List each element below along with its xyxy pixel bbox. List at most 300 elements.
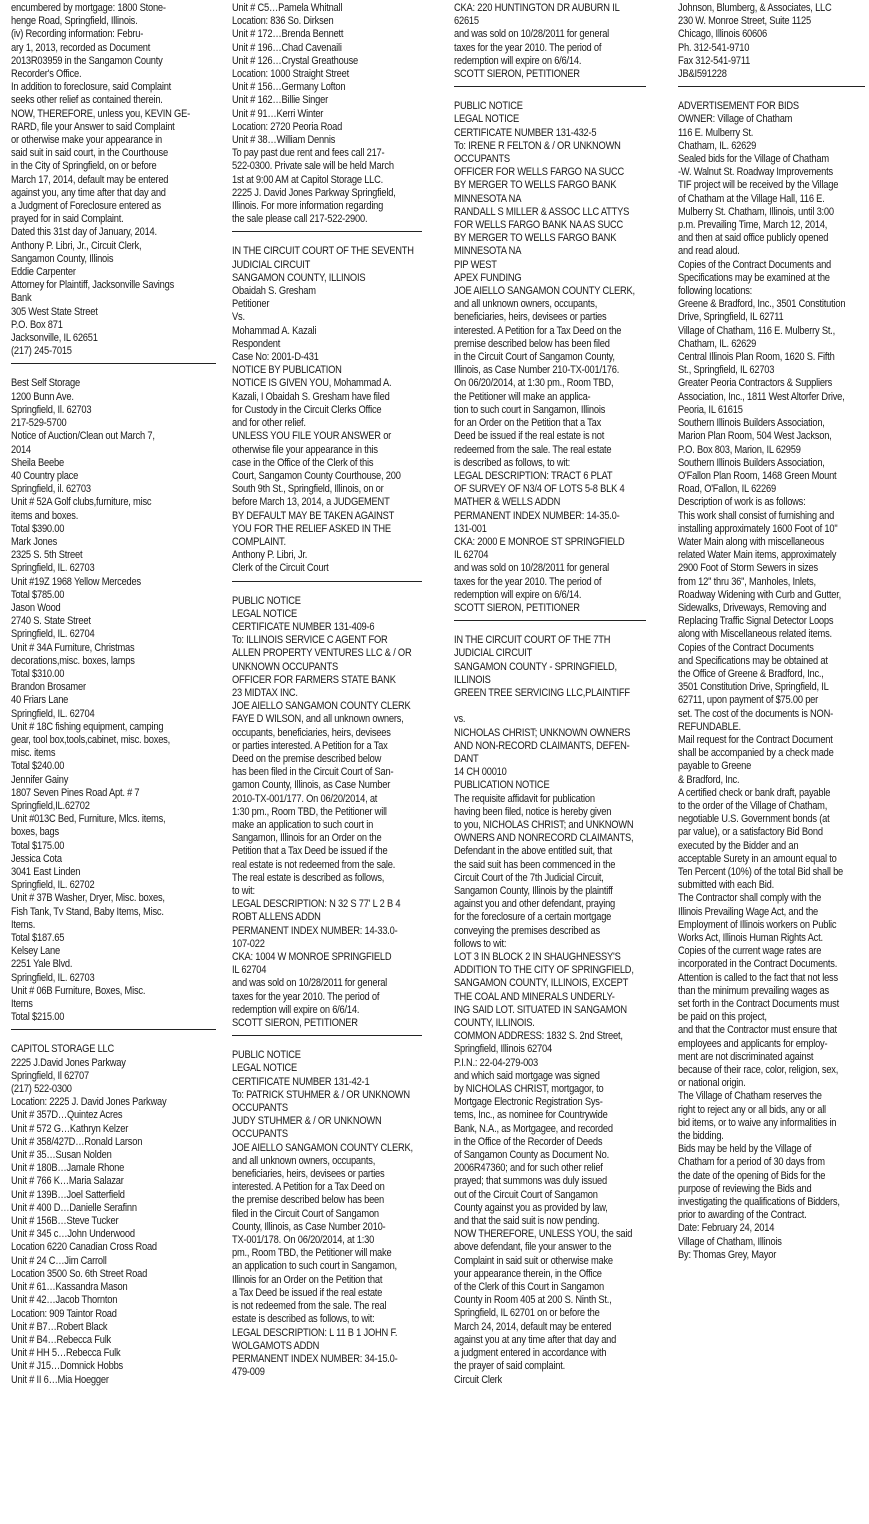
notice-line: Chicago, Illinois 60606: [678, 28, 767, 41]
notice-line: 2325 S. 5th Street: [11, 549, 83, 562]
notice-line: Unit # B7…Robert Black: [11, 1320, 108, 1333]
notice-line: said suit in said court, in the Courthouse: [11, 147, 168, 160]
notice-line: Unit # 18C fishing equipment, camping: [11, 720, 164, 733]
notice-line: Fish Tank, Tv Stand, Baby Items, Misc.: [11, 905, 164, 918]
notice-line: TIF project will be received by the Village: [678, 179, 839, 192]
notice-line: To pay past due rent and fees call 217-: [232, 147, 385, 160]
notice-line: Chatham for a period of 30 days from: [678, 1156, 825, 1169]
notice-line: OFFICER FOR WELLS FARGO NA SUCC: [454, 166, 625, 179]
notice-line: Unit # 172…Brenda Bennett: [232, 28, 344, 41]
notice-line: 131-001: [454, 522, 487, 535]
notice-line: Greene & Bradford, Inc., 3501 Constitution: [678, 298, 846, 311]
notice-line: above defendant, file your answer to the: [454, 1241, 612, 1254]
notice-line: Unit # C5…Pamela Whitnall: [232, 2, 343, 14]
notice-line: County against you as provided by law,: [454, 1201, 608, 1214]
notice-line: and was sold on 10/28/2011 for general: [454, 562, 610, 575]
notice-divider: [232, 231, 422, 232]
notice-line: IN THE CIRCUIT COURT OF THE SEVENTH: [232, 245, 414, 258]
notice-line: purpose of reviewing the Bids and: [678, 1182, 812, 1195]
notice-line: 2740 S. State Street: [11, 615, 91, 628]
notice-line: redeemed from the sale. The real estate: [454, 443, 612, 456]
legal-notice: [678, 100, 865, 1262]
notice-line: & Bradford, Inc.: [678, 773, 740, 786]
notice-line: bid items, or to waive any informalities in: [678, 1116, 837, 1129]
notice-line: acceptable Surety in an amount equal to: [678, 852, 837, 865]
notice-line: in the Office of the Recorder of Deeds: [454, 1135, 603, 1148]
notice-line: OWNERS AND NONRECORD CLAIMANTS,: [454, 832, 634, 845]
notice-line: redemption will expire on 6/6/14.: [454, 588, 582, 601]
notice-line: DANT: [454, 752, 479, 765]
notice-line: Circuit Clerk: [454, 1373, 503, 1386]
notice-line: Deed on the premise described below: [232, 752, 382, 765]
notice-line: 40 Country place: [11, 469, 79, 482]
notice-line: the premise described below has been: [232, 1194, 385, 1207]
notice-line: ADDITION TO THE CITY OF SPRINGFIELD,: [454, 964, 634, 977]
notice-line: set forth in the Contract Documents must: [678, 998, 839, 1011]
legal-notice: [232, 595, 422, 1031]
notice-line: OCCUPANTS: [232, 1128, 288, 1141]
notice-line: tion to such court in Sangamon, Illinois: [454, 403, 606, 416]
notice-line: Unit # 42…Jacob Thornton: [11, 1294, 118, 1307]
notice-line: BY MERGER TO WELLS FARGO BANK: [454, 179, 617, 192]
notice-line: FOR WELLS FARGO BANK NA AS SUCC: [454, 219, 624, 232]
notice-line: par value), or a satisfactory Bid Bond: [678, 826, 823, 839]
notice-line: JUDY STUHMER & / OR UNKNOWN: [232, 1115, 382, 1128]
notice-line: your appearance therein, in the Office: [454, 1267, 602, 1280]
notice-line: Total $785.00: [11, 588, 65, 601]
notice-line: Mark Jones: [11, 535, 58, 548]
notice-line: because of their race, color, religion, sex,: [678, 1064, 839, 1077]
notice-line: Attention is called to the fact that not less: [678, 971, 838, 984]
notice-line: ROBT ALLENS ADDN: [232, 911, 321, 924]
notice-line: 1st at 9:00 AM at Capitol Storage LLC.: [232, 173, 384, 186]
notice-line: interested. A Petition for a Tax Deed on the: [454, 324, 622, 337]
notice-line: and read aloud.: [678, 245, 740, 258]
notice-line: or parties interested. A Petition for a Tax: [232, 739, 388, 752]
notice-line: Illinois. For more information regarding: [232, 200, 384, 213]
notice-divider: [232, 1035, 422, 1036]
notice-line: BY DEFAULT MAY BE TAKEN AGAINST: [232, 509, 395, 522]
notice-line: Attorney for Plaintiff, Jacksonville Savings: [11, 279, 175, 292]
notice-line: 3041 East Linden: [11, 866, 81, 878]
notice-line: On 06/20/2014, at 1:30 pm., Room TBD,: [454, 377, 614, 390]
notice-line: BY MERGER TO WELLS FARGO BANK: [454, 232, 617, 245]
notice-line: Sangamon County, Illinois by the plaintiff: [454, 884, 613, 897]
notice-line: ment are not discriminated against: [678, 1050, 814, 1063]
notice-line: 305 West State Street: [11, 305, 98, 318]
notice-divider: [454, 86, 646, 87]
notice-line: PERMANENT INDEX NUMBER: 14-35.0-: [454, 509, 620, 522]
notice-line: Total $390.00: [11, 522, 65, 535]
notice-line: items and boxes.: [11, 509, 79, 522]
notice-line: prayed for in said Complaint.: [11, 213, 124, 226]
notice-line: Bids may be held by the Village of: [678, 1143, 812, 1156]
notice-line: gear, tool box,tools,cabinet, misc. boxes,: [11, 733, 171, 746]
notice-line: Village of Chatham, Illinois: [678, 1235, 782, 1248]
notice-line: Anthony P. Libri, Jr., Circuit Clerk,: [11, 239, 142, 252]
notice-line: FAYE D WILSON, and all unknown owners,: [232, 713, 404, 726]
column-1: [11, 2, 216, 1387]
notice-line: and that the said suit is now pending.: [454, 1215, 600, 1228]
notice-line: Specifications may be examined at the: [678, 271, 830, 284]
notice-line: JB&I591228: [678, 68, 727, 81]
notice-line: Unit # B4…Rebecca Fulk: [11, 1333, 112, 1346]
notice-line: tems, Inc., as nominee for Countrywide: [454, 1109, 608, 1122]
notice-line: Location 6220 Canadian Cross Road: [11, 1241, 157, 1254]
notice-line: Illinois Prevailing Wage Act, and the: [678, 905, 819, 918]
notice-line: COUNTY, ILLINOIS.: [454, 1017, 535, 1030]
notice-line: to wit:: [232, 885, 255, 897]
notice-line: 62711, upon payment of $75.00 per: [678, 694, 819, 707]
notice-line: interested. A Petition for a Tax Deed on: [232, 1181, 385, 1194]
notice-line: 2225 J.David Jones Parkway: [11, 1056, 126, 1069]
notice-line: Road, O'Fallon, IL 62269: [678, 483, 776, 496]
notice-line: JOE AIELLO SANGAMON COUNTY CLERK,: [454, 285, 635, 298]
notice-line: Location: 909 Taintor Road: [11, 1307, 117, 1320]
notice-line: the bidding.: [678, 1130, 724, 1143]
notice-line: Unit # 37B Washer, Dryer, Misc. boxes,: [11, 892, 165, 905]
notice-line: Vs.: [232, 311, 245, 324]
notice-line: conveying the premises described as: [454, 924, 600, 937]
notice-line: PERMANENT INDEX NUMBER: 14-33.0-: [232, 924, 398, 937]
notice-line: encumbered by mortgage: 1800 Stone-: [11, 2, 166, 14]
notice-line: 2013R03959 in the Sangamon County: [11, 54, 163, 67]
notice-line: Association, Inc., 1811 West Altorfer Drive,: [678, 390, 845, 403]
notice-line: Unit # 766 K…Maria Salazar: [11, 1175, 124, 1188]
notice-line: Jacksonville, IL 62651: [11, 332, 98, 345]
notice-line: Unit # 52A Golf clubs,furniture, misc: [11, 496, 152, 509]
notice-line: JUDICIAL CIRCUIT: [454, 647, 533, 660]
column-3: [454, 2, 646, 1387]
notice-line: CKA: 220 HUNTINGTON DR AUBURN IL: [454, 2, 620, 14]
notice-line: 2225 J. David Jones Parkway Springfield,: [232, 186, 396, 199]
notice-line: PIP WEST: [454, 258, 497, 271]
notice-line: JOE AIELLO SANGAMON COUNTY CLERK,: [232, 1141, 413, 1154]
notice-line: Illinois, as Case Number 210-TX-001/176.: [454, 364, 620, 377]
notice-line: Springfield, il. 62703: [11, 483, 91, 496]
notice-line: gamon County, Illinois, as Case Number: [232, 779, 391, 792]
notice-line: P.O. Box 803, Marion, IL 62959: [678, 443, 801, 456]
notice-line: Best Self Storage: [11, 377, 80, 390]
notice-line: Respondent: [232, 337, 281, 350]
notice-line: boxes, bags: [11, 826, 59, 839]
notice-line: Unit # 24 C…Jim Carroll: [11, 1254, 107, 1267]
notice-line: taxes for the year 2010. The period of: [454, 575, 602, 588]
notice-line: YOU FOR THE RELIEF ASKED IN THE: [232, 522, 391, 535]
notice-line: and all unknown owners, occupants,: [454, 298, 598, 311]
notice-line: p.m. Prevailing Time, March 12, 2014,: [678, 219, 828, 232]
notice-divider: [454, 620, 646, 621]
legal-notice: [11, 1043, 216, 1386]
notice-line: Total $175.00: [11, 839, 65, 852]
notice-line: Location: 2720 Peoria Road: [232, 120, 343, 133]
notice-line: of the Clerk of this Court in Sangamon: [454, 1281, 605, 1294]
notice-line: before March 13, 2014, a JUDGEMENT: [232, 496, 390, 509]
notice-line: Unit #19Z 1968 Yellow Mercedes: [11, 575, 141, 588]
notice-line: a Judgment of Foreclosure entered as: [11, 200, 161, 213]
notice-line: shall be accompanied by a check made: [678, 747, 834, 760]
notice-line: Location 3500 So. 6th Street Road: [11, 1267, 148, 1280]
notice-line: and for other relief.: [232, 417, 306, 430]
notice-line: Southern Illinois Builders Association,: [678, 417, 825, 430]
notice-line: Unit # HH 5…Rebecca Fulk: [11, 1347, 121, 1360]
notice-line: Sheila Beebe: [11, 456, 64, 469]
notice-line: negotiable U.S. Government bonds (at: [678, 813, 830, 826]
notice-line: Complaint in said suit or otherwise make: [454, 1254, 613, 1267]
notice-line: COMPLAINT.: [232, 535, 286, 548]
notice-line: TX-001/178. On 06/20/2014, at 1:30: [232, 1234, 375, 1247]
notice-line: decorations,misc. boxes, lamps: [11, 654, 135, 667]
notice-line: Unit # 156…Germany Lofton: [232, 81, 346, 94]
notice-line: ary 1, 2013, recorded as Document: [11, 41, 151, 54]
notice-line: Location: 2225 J. David Jones Parkway: [11, 1096, 167, 1109]
notice-line: Unit #013C Bed, Furniture, Mlcs. items,: [11, 813, 166, 826]
notice-line: Copies of the Contract Documents: [678, 641, 814, 654]
notice-line: Johnson, Blumberg, & Associates, LLC: [678, 2, 832, 14]
column-2: [232, 2, 422, 1379]
notice-line: Location: 1000 Straight Street: [232, 68, 349, 81]
notice-line: Description of work is as follows:: [678, 496, 806, 509]
legal-notice: [11, 377, 216, 1024]
notice-line: OCCUPANTS: [232, 1102, 288, 1115]
notice-line: Unit # 358/427D…Ronald Larson: [11, 1135, 143, 1148]
notice-line: THE COAL AND MINERALS UNDERLY-: [454, 990, 615, 1003]
notice-line: vs.: [454, 713, 466, 726]
notice-line: than the minimum prevailing wages as: [678, 984, 829, 997]
notice-line: and was sold on 10/28/2011 for general: [454, 28, 610, 41]
legal-notice: [454, 634, 646, 1387]
notice-line: ING SAID LOT. SITUATED IN SANGAMON: [454, 1003, 627, 1016]
notice-line: the Office of Greene & Bradford, Inc.,: [678, 667, 824, 680]
notice-line: Springfield, IL. 62702: [11, 879, 95, 892]
notice-line: Clerk of the Circuit Court: [232, 562, 329, 575]
notice-line: Greater Peoria Contractors & Suppliers: [678, 377, 833, 390]
notice-line: Springfield, IL. 62703: [11, 971, 95, 984]
notice-line: the sale please call 217-522-2900.: [232, 213, 368, 226]
notice-divider: [232, 581, 422, 582]
notice-line: RARD, file your Answer to said Complaint: [11, 120, 175, 133]
notice-line: 2014: [11, 443, 31, 456]
notice-line: RANDALL S MILLER & ASSOC LLC ATTYS: [454, 205, 630, 218]
notice-line: SCOTT SIERON, PETITIONER: [232, 1017, 358, 1030]
notice-line: PUBLICATION NOTICE: [454, 779, 550, 792]
notice-line: Kelsey Lane: [11, 945, 60, 958]
notice-line: to you, NICHOLAS CHRIST; and UNKNOWN: [454, 818, 634, 831]
notice-line: Central Illinois Plan Room, 1620 S. Fifth: [678, 351, 835, 364]
notice-line: filed in the Circuit Court of Sangamon: [232, 1207, 379, 1220]
notice-line: NICHOLAS CHRIST; UNKNOWN OWNERS: [454, 726, 631, 739]
notice-line: the prayer of said complaint.: [454, 1360, 565, 1373]
notice-line: SANGAMON COUNTY, ILLINOIS: [232, 271, 366, 284]
notice-line: Springfield, IL. 62704: [11, 707, 95, 720]
notice-line: Location: 836 So. Dirksen: [232, 15, 334, 28]
notice-line: The Contractor shall comply with the: [678, 892, 822, 905]
notice-line: LEGAL DESCRIPTION: N 32 S 77' L 2 B 4: [232, 898, 401, 911]
notice-line: and then at said office publicly opened: [678, 232, 829, 245]
notice-line: Sealed bids for the Village of Chatham: [678, 153, 829, 166]
notice-line: Unit # 156B…Steve Tucker: [11, 1215, 119, 1228]
notice-line: By: Thomas Grey, Mayor: [678, 1248, 777, 1261]
notice-line: of Chatham at the Village Hall, 116 E.: [678, 192, 825, 205]
notice-line: Brandon Brosamer: [11, 681, 86, 694]
notice-line: The Village of Chatham reserves the: [678, 1090, 822, 1103]
notice-line: PERMANENT INDEX NUMBER: 34-15.0-: [232, 1352, 398, 1365]
notice-line: real estate is not redeemed from the sale.: [232, 858, 396, 871]
notice-line: 2251 Yale Blvd.: [11, 958, 73, 971]
notice-line: Deed be issued if the real estate is not: [454, 430, 605, 443]
notice-line: Unit # 357D…Quintez Acres: [11, 1109, 123, 1122]
legal-notice: [232, 245, 422, 575]
notice-line: South 9th St., Springfield, Illinois, on or: [232, 483, 384, 496]
notice-line: Ten Percent (10%) of the total Bid shall be: [678, 866, 844, 878]
notice-line: MINNESOTA NA: [454, 192, 522, 205]
notice-line: 2006R47360; and for such other relief: [454, 1162, 603, 1175]
notice-line: 2900 Foot of Storm Sewers in sizes: [678, 562, 818, 575]
notice-line: To: ILLINOIS SERVICE C AGENT FOR: [232, 634, 388, 647]
notice-line: Springfield, Il 62707: [11, 1069, 89, 1082]
notice-line: NOW, THEREFORE, unless you, KEVIN GE-: [11, 107, 190, 120]
notice-line: Unit # 126…Crystal Greathouse: [232, 54, 358, 67]
notice-line: having been filed, notice is hereby given: [454, 805, 612, 818]
notice-line: Eddie Carpenter: [11, 266, 76, 279]
notice-line: PUBLIC NOTICE: [454, 100, 523, 113]
notice-line: Roadway Widening with Curb and Gutter,: [678, 588, 841, 601]
notice-line: Water Main along with miscellaneous: [678, 535, 825, 548]
notice-line: 1807 Seven Pines Road Apt. # 7: [11, 786, 140, 799]
notice-line: AND NON-RECORD CLAIMANTS, DEFEN-: [454, 739, 630, 752]
notice-line: GREEN TREE SERVICING LLC,PLAINTIFF: [454, 686, 630, 699]
notice-line: Works Act, Illinois Human Rights Act.: [678, 932, 823, 945]
notice-line: Jason Wood: [11, 601, 61, 614]
notice-line: Copies of the Contract Documents and: [678, 258, 832, 271]
notice-line: County, Illinois, as Case Number 2010-: [232, 1220, 386, 1233]
notice-line: Ph. 312-541-9710: [678, 41, 750, 54]
notice-line: to the order of the Village of Chatham,: [678, 799, 828, 812]
notice-line: against you and other defendant, praying: [454, 898, 616, 911]
notice-line: Petitioner: [232, 298, 270, 311]
notice-line: Marion Plan Room, 504 West Jackson,: [678, 430, 832, 443]
notice-line: taxes for the year 2010. The period of: [232, 990, 380, 1003]
notice-line: beneficiaries, heirs, devisees or parties: [232, 1168, 385, 1181]
notice-line: is described as follows, to wit:: [454, 456, 571, 469]
notice-line: incorporated in the Contract Documents.: [678, 958, 838, 971]
notice-line: Mohammad A. Kazali: [232, 324, 317, 337]
notice-line: OWNER: Village of Chatham: [678, 113, 793, 126]
notice-line: of Sangamon County as Document No.: [454, 1149, 609, 1162]
notice-line: Sidewalks, Driveways, Removing and: [678, 601, 827, 614]
notice-line: from 12" thru 36", Manholes, Inlets,: [678, 575, 816, 588]
notice-line: along with Miscellaneous related items.: [678, 628, 832, 641]
notice-line: the said suit has been commenced in the: [454, 858, 616, 871]
notice-line: right to reject any or all bids, any or all: [678, 1103, 826, 1116]
notice-line: Obaidah S. Gresham: [232, 285, 316, 298]
notice-line: in the City of Springfield, on or before: [11, 160, 157, 173]
notice-line: This work shall consist of furnishing and: [678, 509, 835, 522]
notice-line: Unit # 345 c…John Underwood: [11, 1228, 135, 1241]
notice-line: Court, Sangamon County Courthouse, 200: [232, 469, 401, 482]
notice-line: Springfield, Il. 62703: [11, 403, 92, 416]
blank-line: [454, 700, 646, 713]
notice-line: and Specifications may be obtained at: [678, 654, 828, 667]
notice-line: and was sold on 10/28/2011 for general: [232, 977, 388, 990]
notice-line: Unit # 139B…Joel Satterfield: [11, 1188, 125, 1201]
notice-line: Chatham, IL. 62629: [678, 139, 757, 152]
notice-line: set. The cost of the documents is NON-: [678, 707, 834, 720]
notice-line: pm., Room TBD, the Petitioner will make: [232, 1247, 392, 1260]
notice-line: The real estate is described as follows,: [232, 871, 385, 884]
notice-line: -W. Walnut St. Roadway Improvements: [678, 166, 833, 179]
notice-line: Total $240.00: [11, 760, 65, 773]
notice-line: and all unknown owners, occupants,: [232, 1154, 376, 1167]
legal-notice: [454, 100, 646, 615]
notice-line: Sangamon County, Illinois: [11, 252, 114, 265]
legal-notice: [678, 2, 865, 81]
notice-line: APEX FUNDING: [454, 271, 522, 284]
notice-line: 522-0300. Private sale will be held March: [232, 160, 394, 173]
notice-line: redemption will expire on 6/6/14.: [454, 54, 582, 67]
notice-line: Circuit Court of the 7th Judicial Circuit,: [454, 871, 604, 884]
notice-line: LEGAL NOTICE: [454, 113, 519, 126]
notice-line: Recorder's Office.: [11, 68, 82, 81]
notice-line: Village of Chatham, 116 E. Mulberry St.,: [678, 324, 836, 337]
notice-line: ADVERTISEMENT FOR BIDS: [678, 100, 799, 113]
notice-line: the Petitioner will make an applica-: [454, 390, 591, 403]
notice-line: Bank: [11, 292, 32, 305]
notice-line: OFFICER FOR FARMERS STATE BANK: [232, 673, 396, 686]
notice-line: Jessica Cota: [11, 852, 62, 865]
notice-line: REFUNDABLE.: [678, 720, 741, 733]
notice-line: be paid on this project,: [678, 1011, 767, 1024]
legal-notice: [11, 2, 216, 358]
notice-line: ILLINOIS: [454, 673, 491, 686]
notice-line: Unit # 196…Chad Cavenaili: [232, 41, 342, 54]
notice-line: St., Springfield, IL 62703: [678, 364, 775, 377]
notice-line: Springfield, IL 62701 on or before the: [454, 1307, 600, 1320]
notice-line: 62615: [454, 15, 479, 28]
notice-line: The requisite affidavit for publication: [454, 792, 595, 805]
notice-line: To: IRENE R FELTON & / OR UNKNOWN: [454, 139, 621, 152]
notice-line: O'Fallon Plan Room, 1468 Green Mount: [678, 469, 837, 482]
notice-line: JUDICIAL CIRCUIT: [232, 258, 311, 271]
notice-line: Defendant in the above entitled suit, that: [454, 845, 612, 858]
notice-line: 40 Friars Lane: [11, 694, 69, 707]
notice-line: Sangamon, Illinois for an Order on the: [232, 832, 382, 845]
notice-line: an application to such court in Sangamon,: [232, 1260, 397, 1273]
notice-line: March 17, 2014, default may be entered: [11, 173, 169, 186]
notice-line: Unit # 38…William Dennis: [232, 134, 336, 147]
notice-line: 217-529-5700: [11, 417, 67, 430]
notice-line: IL 62704: [232, 964, 267, 977]
notice-line: for an Order on the Petition that a Tax: [454, 417, 602, 430]
notice-line: Dated this 31st day of January, 2014.: [11, 226, 157, 239]
notice-line: executed by the Bidder and an: [678, 839, 799, 852]
notice-line: JOE AIELLO SANGAMON COUNTY CLERK: [232, 700, 411, 713]
notice-line: Total $310.00: [11, 667, 65, 680]
notice-line: prior to awarding of the Contract.: [678, 1209, 807, 1222]
notice-line: March 24, 2014, default may be entered: [454, 1320, 612, 1333]
notice-line: Items: [11, 998, 33, 1011]
notice-line: Springfield, IL. 62703: [11, 562, 95, 575]
notice-line: payable to Greene: [678, 760, 752, 773]
notice-line: Total $187.65: [11, 932, 65, 945]
notice-line: MINNESOTA NA: [454, 245, 522, 258]
notice-line: CERTIFICATE NUMBER 131-432-5: [454, 126, 597, 139]
notice-line: is not redeemed from the sale. The real: [232, 1300, 387, 1313]
notice-line: 230 W. Monroe Street, Suite 1125: [678, 15, 811, 28]
notice-line: County in Room 405 at 200 S. Ninth St.,: [454, 1294, 612, 1307]
notice-line: 1200 Bunn Ave.: [11, 390, 74, 403]
notice-line: employees and applicants for employ-: [678, 1037, 828, 1050]
